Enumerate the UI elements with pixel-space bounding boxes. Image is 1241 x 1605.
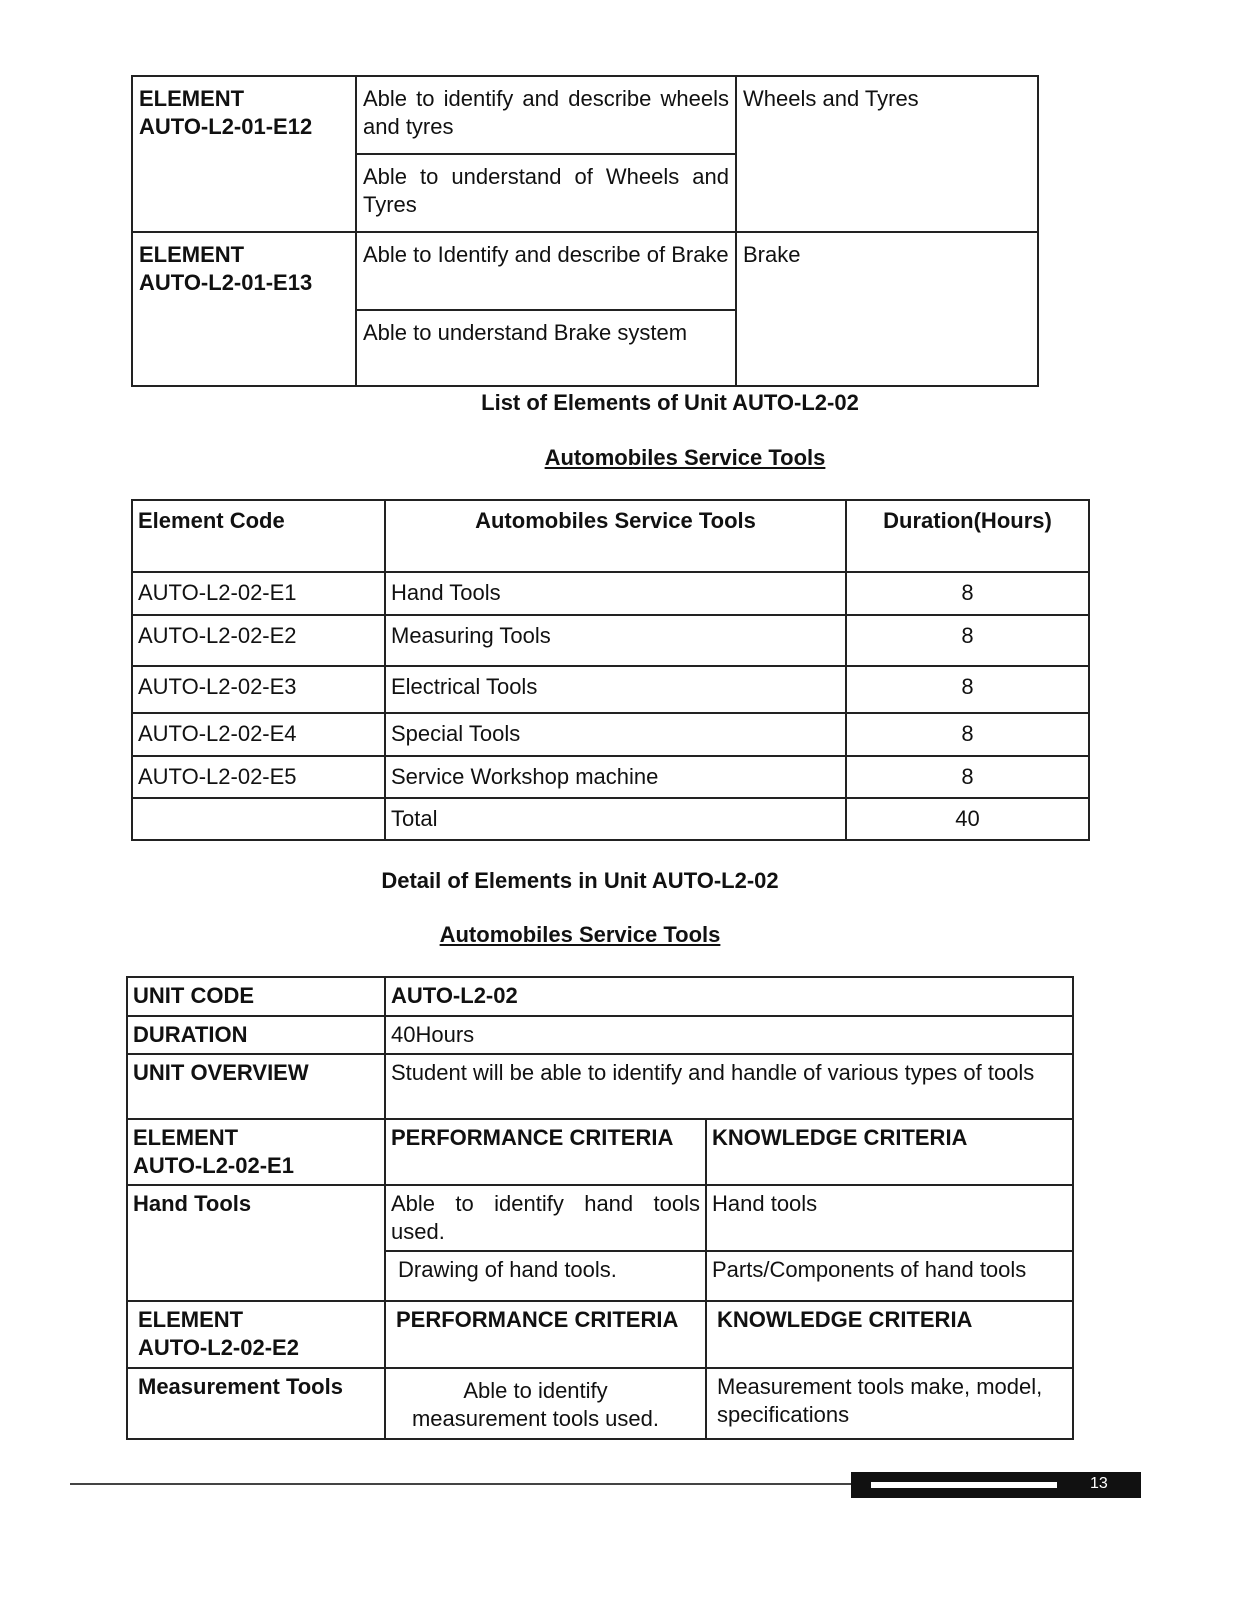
element-code: AUTO-L2-02-E2 <box>138 1335 299 1360</box>
list-heading: List of Elements of Unit AUTO-L2-02 <box>481 390 859 415</box>
element-cell <box>132 232 356 386</box>
tool-name: Special Tools <box>385 713 846 756</box>
page-number: 13 <box>1090 1475 1108 1492</box>
column-header: Duration(Hours) <box>846 500 1089 572</box>
knowledge-criteria-cell: Hand tools <box>706 1185 1073 1251</box>
element-code: AUTO-L2-02-E3 <box>132 666 385 713</box>
duration: 8 <box>846 666 1089 713</box>
element-name: Measurement Tools <box>127 1368 385 1439</box>
tool-name: Service Workshop machine <box>385 756 846 798</box>
performance-criteria-cell: Able to understand Brake system <box>356 310 736 386</box>
duration-label: DURATION <box>127 1016 385 1054</box>
element-label: ELEMENT <box>139 86 245 111</box>
table-row <box>132 713 1089 756</box>
performance-criteria-cell: Able to Identify and describe of Brake <box>356 232 736 310</box>
footer-bar-stripe <box>871 1482 1057 1488</box>
element-cell <box>127 1119 385 1185</box>
table-row <box>132 572 1089 615</box>
detail-heading: Detail of Elements in Unit AUTO-L2-02 <box>381 868 779 893</box>
performance-criteria-cell: Able to identify hand tools used. <box>385 1185 706 1251</box>
performance-criteria-cell: Drawing of hand tools. <box>385 1251 706 1301</box>
element-table-unit-01 <box>131 75 1039 387</box>
column-header: Automobiles Service Tools <box>385 500 846 572</box>
knowledge-criteria-header: KNOWLEDGE CRITERIA <box>706 1301 1073 1368</box>
tool-name: Electrical Tools <box>385 666 846 713</box>
footer-rule <box>70 1483 860 1485</box>
performance-criteria-header: PERFORMANCE CRITERIA <box>385 1119 706 1185</box>
table-row <box>132 615 1089 666</box>
tool-name: Measuring Tools <box>385 615 846 666</box>
performance-criteria-header: PERFORMANCE CRITERIA <box>385 1301 706 1368</box>
table-row <box>132 666 1089 713</box>
knowledge-criteria-header: KNOWLEDGE CRITERIA <box>706 1119 1073 1185</box>
element-code: AUTO-L2-01-E13 <box>139 270 313 295</box>
element-code: AUTO-L2-02-E1 <box>132 572 385 615</box>
performance-criteria-cell: Able to identify and describe wheels and tyres <box>356 76 736 154</box>
element-code: AUTO-L2-02-E4 <box>132 713 385 756</box>
knowledge-criteria-cell: Brake <box>736 232 1038 386</box>
element-cell <box>127 1301 385 1368</box>
performance-criteria-cell: Able to identify measurement tools used. <box>385 1368 706 1439</box>
list-subheading: Automobiles Service Tools <box>544 445 826 470</box>
unit-detail-table <box>126 976 1074 1440</box>
element-label: ELEMENT <box>133 1125 239 1150</box>
table-row <box>132 756 1089 798</box>
knowledge-criteria-cell: Parts/Components of hand tools <box>706 1251 1073 1301</box>
knowledge-criteria-cell: Measurement tools make, model, specifications <box>706 1368 1073 1439</box>
duration: 8 <box>846 615 1089 666</box>
duration: 8 <box>846 756 1089 798</box>
unit-overview-value: Student will be able to identify and handle of various types of tools <box>385 1054 1073 1119</box>
element-label: ELEMENT <box>139 242 245 267</box>
column-header: Element Code <box>132 500 385 572</box>
element-name: Hand Tools <box>127 1185 385 1301</box>
unit-overview-label: UNIT OVERVIEW <box>127 1054 385 1119</box>
element-code: AUTO-L2-01-E12 <box>139 114 313 139</box>
duration: 8 <box>846 572 1089 615</box>
element-code: AUTO-L2-02-E5 <box>132 756 385 798</box>
duration-value: 40Hours <box>385 1016 1073 1054</box>
duration: 8 <box>846 713 1089 756</box>
total-row <box>132 798 1089 840</box>
performance-criteria-cell: Able to understand of Wheels and Tyres <box>356 154 736 232</box>
element-code: AUTO-L2-02-E2 <box>132 615 385 666</box>
element-code: AUTO-L2-02-E1 <box>133 1153 294 1178</box>
knowledge-criteria-cell: Wheels and Tyres <box>736 76 1038 232</box>
detail-subheading: Automobiles Service Tools <box>439 922 721 947</box>
unit-code-value: AUTO-L2-02 <box>385 977 1073 1016</box>
element-code <box>132 798 385 840</box>
unit-code-label: UNIT CODE <box>127 977 385 1016</box>
element-cell <box>132 76 356 232</box>
total-label: Total <box>385 798 846 840</box>
tool-name: Hand Tools <box>385 572 846 615</box>
element-label: ELEMENT <box>138 1307 244 1332</box>
total-duration: 40 <box>846 798 1089 840</box>
elements-list-table <box>131 499 1090 841</box>
